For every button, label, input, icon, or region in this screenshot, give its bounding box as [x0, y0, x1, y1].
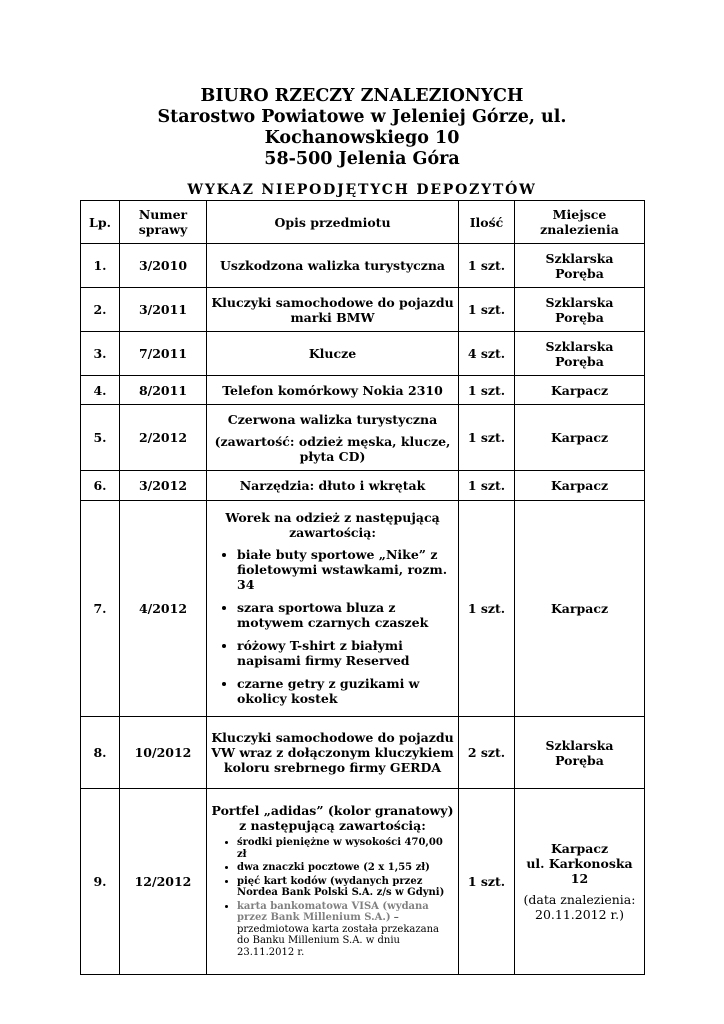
cell-numer: 3/2011 [120, 288, 207, 332]
table-header-row [81, 201, 645, 244]
opis-intro: Worek na odzież z następującą zawartością: [225, 509, 440, 540]
cell-ilosc: 1 szt. [459, 405, 515, 471]
list-item [237, 901, 454, 959]
greyed-item-text: karta bankomatowa VISA (wydana przez Bank Millenium S.A.) [237, 900, 429, 923]
cell-numer: 4/2012 [120, 501, 207, 717]
table-row [81, 501, 645, 717]
cell-miejsce: Szklarska Poręba [515, 288, 645, 332]
table-row [81, 244, 645, 288]
cell-opis: Kluczyki samochodowe do pojazdu marki BMW [207, 288, 459, 332]
cell-lp: 9. [81, 789, 120, 975]
list-item: • środki pieniężne w wysokości 470,00 zł [237, 837, 454, 860]
cell-ilosc: 1 szt. [459, 288, 515, 332]
header-ilosc: Ilość [459, 201, 515, 244]
cell-numer: 10/2012 [120, 717, 207, 789]
list-item: • czarne getry z guzikami w okolicy kostek [237, 676, 454, 706]
header-line-3: Kochanowskiego 10 [264, 128, 460, 148]
cell-numer: 3/2012 [120, 471, 207, 501]
cell-lp: 3. [81, 332, 120, 376]
document-header [0, 86, 724, 170]
cell-lp: 6. [81, 471, 120, 501]
cell-ilosc: 1 szt. [459, 789, 515, 975]
cell-opis: Telefon komórkowy Nokia 2310 [207, 376, 459, 405]
cell-miejsce: Karpacz [515, 501, 645, 717]
miejsce-line-2: ul. Karkonoska 12 [526, 856, 633, 886]
header-line-1: BIURO RZECZY ZNALEZIONYCH [200, 86, 524, 106]
table-row [81, 405, 645, 471]
cell-miejsce: Karpacz [515, 471, 645, 501]
cell-numer: 8/2011 [120, 376, 207, 405]
cell-opis: Narzędzia: dłuto i wkrętak [207, 471, 459, 501]
miejsce-line-1: Karpacz [550, 841, 609, 856]
cell-opis: Uszkodzona walizka turystyczna [207, 244, 459, 288]
cell-ilosc: 1 szt. [459, 471, 515, 501]
cell-miejsce: Szklarska Poręba [515, 244, 645, 288]
header-miejsce: Miejsce znalezienia [515, 201, 645, 244]
cell-ilosc: 1 szt. [459, 501, 515, 717]
found-date-note: (data znalezienia: 20.11.2012 r.) [523, 892, 636, 922]
cell-ilosc: 1 szt. [459, 244, 515, 288]
cell-miejsce: Karpacz [515, 376, 645, 405]
cell-ilosc: 1 szt. [459, 376, 515, 405]
contents-list [211, 837, 454, 958]
list-item: • szara sportowa bluza z motywem czarnych czaszek [237, 600, 454, 630]
cell-lp: 4. [81, 376, 120, 405]
list-item: • pięć kart kodów (wydanych przez Nordea Bank Polski S.A. z/s w Gdyni) [237, 876, 454, 899]
deposits-table [80, 200, 645, 975]
cell-lp: 8. [81, 717, 120, 789]
cell-miejsce: Karpacz [515, 405, 645, 471]
cell-lp: 7. [81, 501, 120, 717]
cell-opis [207, 789, 459, 975]
opis-line-1: Czerwona walizka turystyczna [227, 411, 438, 427]
header-numer: Numer sprawy [120, 201, 207, 244]
table-row [81, 376, 645, 405]
cell-ilosc: 4 szt. [459, 332, 515, 376]
cell-miejsce [515, 789, 645, 975]
cell-opis [207, 501, 459, 717]
cell-ilosc: 2 szt. [459, 717, 515, 789]
document-subtitle: WYKAZ NIEPODJĘTYCH DEPOZYTÓW [187, 182, 537, 198]
table-row [81, 717, 645, 789]
opis-intro: Portfel „adidas” (kolor granatowy) z następującą zawartością: [211, 803, 454, 833]
item-note-text: – przedmiotowa karta została przekazana do Banku Millenium S.A. w dniu 23.11.2012 r. [237, 912, 439, 958]
cell-miejsce: Szklarska Poręba [515, 332, 645, 376]
cell-numer: 3/2010 [120, 244, 207, 288]
table-row [81, 288, 645, 332]
cell-miejsce: Szklarska Poręba [515, 717, 645, 789]
table-row [81, 332, 645, 376]
table-row [81, 789, 645, 975]
cell-numer: 12/2012 [120, 789, 207, 975]
cell-numer: 2/2012 [120, 405, 207, 471]
header-line-4: 58-500 Jelenia Góra [264, 149, 460, 169]
cell-opis: Klucze [207, 332, 459, 376]
list-item: • różowy T-shirt z białymi napisami firmy Reserved [237, 638, 454, 668]
cell-lp: 1. [81, 244, 120, 288]
header-opis: Opis przedmiotu [207, 201, 459, 244]
cell-opis [207, 405, 459, 471]
contents-list [211, 547, 454, 706]
list-item: • białe buty sportowe „Nike” z fioletowymi wstawkami, rozm. 34 [237, 547, 454, 592]
table-row [81, 471, 645, 501]
opis-line-2: (zawartość: odzież męska, klucze, płyta CD) [214, 433, 451, 464]
cell-lp: 5. [81, 405, 120, 471]
cell-opis: Kluczyki samochodowe do pojazdu VW wraz z dołączonym kluczykiem koloru srebrnego firmy GERDA [207, 717, 459, 789]
list-item: • dwa znaczki pocztowe (2 x 1,55 zł) [237, 862, 454, 874]
cell-numer: 7/2011 [120, 332, 207, 376]
header-lp: Lp. [81, 201, 120, 244]
header-line-2: Starostwo Powiatowe w Jeleniej Górze, ul. [157, 107, 567, 127]
cell-lp: 2. [81, 288, 120, 332]
